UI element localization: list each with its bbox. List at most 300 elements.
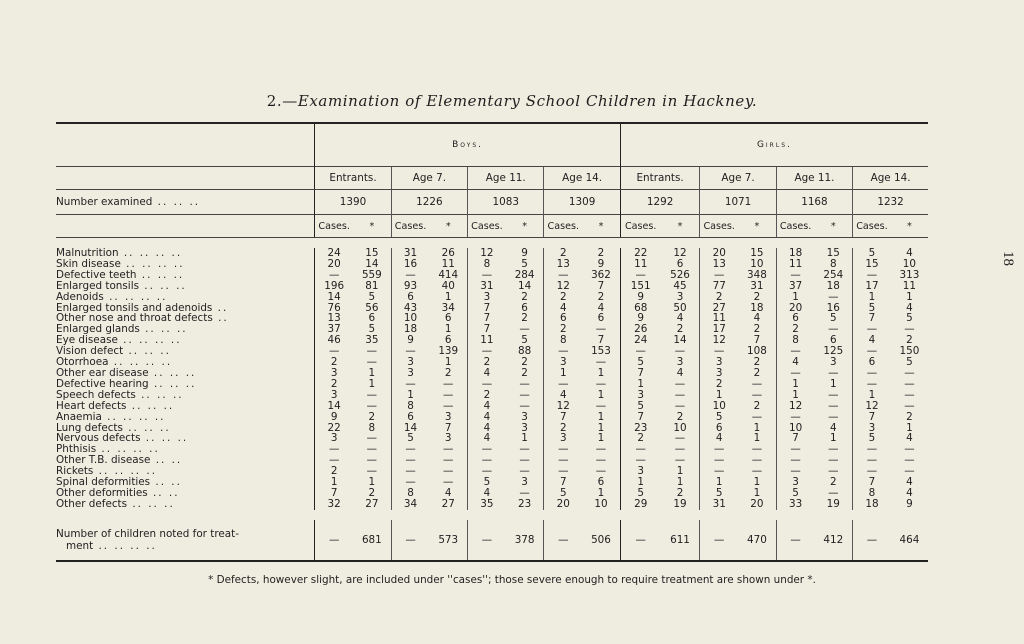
table-cell: 12 (544, 281, 582, 292)
table-cell: — (468, 379, 506, 390)
table-cell: 2 (829, 477, 837, 488)
row-label-text: Skin disease (56, 258, 121, 270)
row-label-text: Other deformities (56, 487, 148, 499)
table-cell: 9 (391, 335, 429, 346)
row-label: Spinal deformities .. .. (56, 477, 182, 488)
table-cell: 5 (368, 291, 376, 303)
table-cell: 9 (315, 412, 353, 423)
table-cell: — (776, 412, 814, 423)
row-label: Number examined .. .. .. (56, 196, 201, 208)
table-cell: 76 (315, 303, 353, 314)
group-header-row (56, 124, 928, 167)
row-label: Other ear disease .. .. .. (56, 367, 197, 379)
total-cell: 464 (891, 520, 928, 561)
table-cell: 4 (906, 487, 913, 499)
row-label-text: Other defects (56, 498, 128, 510)
age-header: Age 14. (853, 167, 928, 190)
table-cell: 31 (468, 281, 506, 292)
table-cell: — (700, 444, 738, 455)
table-cell: 1 (753, 477, 761, 488)
table-cell: — (391, 346, 429, 357)
number-examined-row (56, 190, 928, 215)
row-label: Eye disease .. .. .. .. (56, 335, 182, 347)
severe-header: * (814, 215, 852, 238)
table-cell: — (700, 346, 738, 357)
table-cell: — (751, 389, 763, 401)
table-cell: 1 (700, 477, 738, 488)
row-label: Heart defects .. .. .. (56, 400, 175, 412)
table-cell: 1 (368, 367, 376, 379)
table-cell: 32 (315, 499, 353, 510)
table-cell: 3 (620, 390, 660, 401)
table-cell: 34 (441, 302, 455, 314)
table-cell: 8 (391, 401, 429, 412)
table-cell: 26 (620, 324, 660, 335)
table-cell: — (366, 346, 378, 358)
table-cell: 17 (700, 324, 738, 335)
table-cell: — (904, 378, 915, 390)
table-cell: 7 (853, 412, 891, 423)
row-label-text: Phthisis (56, 444, 97, 456)
table-cell: — (366, 466, 378, 478)
table-cell: 3 (315, 390, 353, 401)
table-cell: 1 (444, 324, 452, 336)
table-cell: — (519, 324, 530, 336)
table-cell: — (443, 477, 454, 488)
age-header: Age 11. (468, 167, 544, 190)
table-cell: — (443, 466, 454, 478)
table-cell: — (776, 270, 814, 281)
table-row (56, 477, 928, 488)
table-row (56, 466, 928, 477)
table-cell: — (544, 444, 582, 455)
table-cell: — (853, 368, 891, 379)
row-label-text: Enlarged tonsils (56, 280, 139, 292)
table-cell: — (853, 466, 891, 477)
table-cell: 2 (700, 292, 738, 303)
table-cell: 3 (676, 357, 684, 368)
table-cell: 1 (676, 466, 684, 478)
total-cell: — (468, 520, 506, 561)
table-cell: 12 (544, 401, 582, 412)
table-row (56, 368, 928, 379)
cases-header: Cases. (776, 215, 814, 238)
table-cell: 3 (521, 477, 528, 488)
cases-header: Cases. (700, 215, 738, 238)
table-cell: 5 (776, 488, 814, 499)
table-row (56, 412, 928, 423)
total-cell: 681 (353, 520, 391, 561)
table-cell: 4 (853, 335, 891, 346)
table-cell: 2 (444, 367, 452, 379)
title-text: Examination of Elementary School Children in Hackney. (297, 92, 758, 110)
table-cell: — (853, 324, 891, 335)
table-cell: 11 (620, 259, 660, 270)
table-cell: 8 (829, 258, 837, 270)
table-cell: 8 (853, 488, 891, 499)
table-cell: 26 (441, 248, 455, 259)
table-cell: — (595, 378, 607, 390)
table-cell: 2 (315, 466, 353, 477)
number-examined-cell: 1168 (776, 190, 852, 215)
number-examined-cell: 1292 (620, 190, 700, 215)
table-cell: 2 (597, 248, 605, 259)
table-cell: 4 (468, 401, 506, 412)
table-cell: 196 (315, 281, 353, 292)
row-label-text: Malnutrition (56, 248, 119, 259)
table-cell: 18 (776, 248, 814, 259)
cases-header: Cases. (315, 215, 353, 238)
table-cell: 68 (620, 303, 660, 314)
table-cell: 4 (468, 368, 506, 379)
table-cell: — (315, 346, 353, 357)
table-cell: — (776, 368, 814, 379)
table-cell: 4 (676, 367, 684, 379)
table-cell: 1 (753, 422, 761, 434)
row-label: Enlarged glands .. .. .. (56, 324, 188, 336)
table-cell: — (904, 367, 915, 379)
table-cell: 5 (853, 433, 891, 444)
table-cell: 13 (544, 259, 582, 270)
table-cell: 2 (753, 291, 761, 303)
row-label-text: Enlarged glands (56, 324, 140, 336)
total-cell: — (700, 520, 738, 561)
table-cell: — (904, 389, 915, 401)
table-row (56, 292, 928, 303)
column-header-row (56, 215, 928, 238)
table-cell: 108 (746, 346, 767, 358)
table-cell: — (315, 444, 353, 455)
total-cell: 506 (582, 520, 620, 561)
table-cell: — (674, 455, 686, 467)
table-cell: 4 (906, 433, 913, 445)
table-cell: 14 (673, 335, 687, 347)
table-cell: 1 (597, 433, 605, 445)
table-cell: 7 (853, 313, 891, 324)
table-cell: — (751, 378, 763, 390)
row-label-text: Number examined (56, 196, 153, 208)
table-cell: — (828, 389, 839, 401)
table-cell: — (674, 400, 686, 412)
table-cell: 139 (438, 346, 459, 358)
table-cell: — (443, 455, 454, 467)
table-cell: 6 (391, 412, 429, 423)
table-cell: 43 (391, 303, 429, 314)
table-cell: 81 (365, 280, 379, 292)
table-cell: — (468, 270, 506, 281)
row-label: Phthisis .. .. .. .. (56, 444, 160, 456)
row-label-text: Lung defects (56, 422, 123, 434)
row-label-text: Anaemia (56, 411, 102, 423)
table-cell: — (544, 346, 582, 357)
table-cell: — (595, 455, 607, 467)
table-cell: — (904, 324, 915, 336)
row-label-text: Adenoids (56, 291, 104, 303)
table-cell: — (519, 487, 530, 499)
table-cell: — (595, 444, 607, 456)
table-cell: 5 (620, 488, 660, 499)
table-cell: 4 (906, 302, 913, 314)
table-cell: 1 (776, 390, 814, 401)
table-cell: 5 (853, 303, 891, 314)
table-cell: 9 (906, 498, 913, 510)
table-cell: 3 (853, 423, 891, 434)
table-cell: 2 (521, 291, 528, 303)
row-label-text: Nervous defects (56, 433, 141, 445)
row-label: Rickets .. .. .. .. (56, 466, 157, 478)
table-cell: 1 (597, 367, 605, 379)
table-cell: 4 (829, 422, 837, 434)
footnote: * Defects, however slight, are included under ''cases''; those severe enough to require treatment are shown under *. (208, 574, 816, 586)
table-cell: — (391, 466, 429, 477)
row-label: Anaemia .. .. .. .. (56, 411, 166, 423)
table-cell: 12 (468, 248, 506, 259)
table-cell: 1 (676, 477, 684, 488)
row-label-text: Vision defect (56, 346, 124, 358)
total-cell: 611 (661, 520, 700, 561)
table-cell: 11 (902, 280, 917, 292)
table-cell: 2 (753, 400, 761, 412)
table-row (56, 346, 928, 357)
table-cell: 18 (826, 280, 840, 292)
table-cell: 1 (391, 390, 429, 401)
group-header-boys: Boys. (315, 124, 621, 167)
table-cell: 9 (620, 292, 660, 303)
table-cell: 2 (521, 367, 528, 379)
table-cell: — (315, 455, 353, 466)
table-cell: 11 (776, 259, 814, 270)
table-cell: 3 (444, 411, 452, 423)
total-label-line1: Number of children noted for treat- (56, 527, 239, 540)
table-cell: — (776, 455, 814, 466)
row-label: Lung defects .. .. .. (56, 422, 171, 434)
table-cell: — (468, 346, 506, 357)
table-cell: 3 (391, 368, 429, 379)
row-label-text: Eye disease (56, 335, 118, 347)
table-cell: 2 (676, 324, 684, 336)
table-cell: — (751, 444, 763, 456)
table-row (56, 303, 928, 314)
total-cell: — (544, 520, 582, 561)
severe-header: * (582, 215, 620, 238)
table-cell: 29 (620, 499, 660, 510)
table-cell: 19 (826, 498, 840, 510)
table-cell: 17 (853, 281, 891, 292)
row-label: Other T.B. disease .. .. (56, 455, 183, 467)
age-header: Age 11. (776, 167, 852, 190)
table-row (56, 248, 928, 259)
table-cell: 45 (673, 280, 687, 292)
table-cell: 5 (521, 335, 528, 347)
page-number: 18 (1000, 251, 1016, 266)
table-cell: 4 (468, 423, 506, 434)
table-title (0, 92, 1024, 110)
table-cell: 5 (391, 433, 429, 444)
table-cell: — (853, 379, 891, 390)
table-cell: 8 (544, 335, 582, 346)
table-cell: 15 (826, 248, 840, 259)
severe-header: * (891, 215, 928, 238)
table-cell: 4 (676, 313, 684, 325)
table-cell: 93 (391, 281, 429, 292)
table-cell: — (904, 444, 915, 456)
table-row (56, 281, 928, 292)
table-cell: 5 (853, 248, 891, 259)
table-cell: — (828, 444, 839, 456)
table-cell: 31 (391, 248, 429, 259)
row-label: Other nose and throat defects .. (56, 313, 229, 325)
number-examined-cell: 1071 (700, 190, 776, 215)
table-cell: — (544, 379, 582, 390)
table-cell: 1 (620, 477, 660, 488)
table-row (56, 259, 928, 270)
table-cell: 2 (676, 487, 684, 499)
table-cell: 5 (700, 412, 738, 423)
table-cell: 88 (517, 346, 532, 358)
table-cell: — (391, 455, 429, 466)
table-cell: 7 (315, 488, 353, 499)
table-cell: — (904, 400, 915, 412)
table-cell: 2 (906, 335, 913, 347)
table-cell: 10 (594, 498, 608, 510)
table-cell: 1 (444, 357, 452, 368)
table-row (56, 335, 928, 346)
table-cell: 37 (315, 324, 353, 335)
table-cell: — (620, 444, 660, 455)
age-header: Entrants. (620, 167, 700, 190)
table-cell: 27 (365, 498, 379, 510)
table-cell: 6 (700, 423, 738, 434)
table-cell: — (853, 444, 891, 455)
table-cell: 20 (544, 499, 582, 510)
row-label: Defective teeth .. .. .. (56, 269, 185, 281)
table-cell: 5 (620, 401, 660, 412)
table-cell: — (828, 367, 839, 379)
total-cell: — (391, 520, 429, 561)
table-cell: 14 (391, 423, 429, 434)
table-cell: 12 (776, 401, 814, 412)
table-cell: 3 (620, 466, 660, 477)
table-cell: 22 (315, 423, 353, 434)
cases-header: Cases. (544, 215, 582, 238)
table-cell: 3 (544, 433, 582, 444)
table-cell: — (544, 466, 582, 477)
table-cell: 7 (544, 477, 582, 488)
table-cell: 34 (391, 499, 429, 510)
table-cell: — (828, 466, 839, 478)
table-cell: 7 (620, 368, 660, 379)
table-cell: 348 (746, 269, 767, 281)
table-row (56, 313, 928, 324)
table-cell: 151 (620, 281, 660, 292)
table-cell: 5 (906, 357, 913, 368)
cases-header: Cases. (391, 215, 429, 238)
table-cell: 2 (521, 313, 528, 325)
table-cell: 5 (521, 258, 528, 270)
table-cell: 27 (441, 498, 455, 510)
number-examined-cell: 1390 (315, 190, 391, 215)
table-cell: — (620, 270, 660, 281)
table-cell: — (751, 455, 763, 467)
table-cell: — (700, 455, 738, 466)
table-cell: 3 (676, 291, 684, 303)
table-cell: 1 (597, 411, 605, 423)
table-row (56, 270, 928, 281)
table-cell: 5 (829, 313, 837, 325)
table-cell: 362 (591, 269, 611, 281)
table-cell: — (595, 466, 607, 478)
table-row (56, 488, 928, 499)
table-cell: 2 (597, 291, 605, 303)
table-cell: 15 (750, 248, 764, 259)
table-cell: 1 (753, 487, 761, 499)
table-cell: 23 (620, 423, 660, 434)
table-cell: 9 (620, 313, 660, 324)
table-cell: 10 (391, 313, 429, 324)
row-label: Number of children noted for treat- ment .. .. .. .. (56, 520, 315, 561)
table-cell: 7 (776, 433, 814, 444)
table-cell: 4 (597, 302, 605, 314)
table-cell: 2 (620, 433, 660, 444)
table-cell: 2 (315, 379, 353, 390)
table-cell: 4 (753, 313, 761, 325)
table-cell: 5 (368, 324, 376, 336)
group-header-girls: Girls. (620, 124, 928, 167)
table-cell: 16 (391, 259, 429, 270)
table-cell: 1 (776, 379, 814, 390)
table-cell: 4 (700, 433, 738, 444)
table-cell: 1 (315, 477, 353, 488)
table-cell: 6 (597, 477, 605, 488)
table-cell: 6 (444, 313, 452, 325)
table-cell: 3 (700, 368, 738, 379)
table-cell: 56 (365, 302, 379, 314)
treatment-total-row (56, 520, 928, 561)
table-cell: — (391, 444, 429, 455)
table-cell: — (366, 400, 378, 412)
row-label: Adenoids .. .. .. .. (56, 291, 168, 303)
table-cell: 7 (597, 335, 605, 347)
table-cell: 153 (591, 346, 611, 358)
table-cell: — (853, 455, 891, 466)
table-cell: — (776, 466, 814, 477)
table-cell: 31 (700, 499, 738, 510)
table-cell: 4 (468, 433, 506, 444)
table-cell: 4 (444, 487, 452, 499)
table-cell: 40 (441, 280, 455, 292)
table-cell: 1 (776, 292, 814, 303)
table-cell: — (828, 411, 839, 423)
table-cell: 4 (544, 390, 582, 401)
age-header: Age 7. (700, 167, 776, 190)
table-cell: 3 (315, 368, 353, 379)
severe-header: * (506, 215, 544, 238)
table-cell: 15 (853, 259, 891, 270)
table-cell: 11 (468, 335, 506, 346)
table-row (56, 455, 928, 466)
row-label: Defective hearing .. .. .. (56, 378, 197, 390)
table-cell: 7 (544, 412, 582, 423)
table-cell: — (391, 379, 429, 390)
row-label: Nervous defects .. .. .. (56, 433, 189, 445)
table-cell: 16 (826, 302, 840, 314)
age-header: Age 7. (391, 167, 467, 190)
table-cell: 14 (315, 292, 353, 303)
row-label-text: Other T.B. disease (56, 455, 151, 467)
table-cell: 1 (829, 433, 837, 445)
table-cell: 3 (521, 411, 528, 423)
total-cell: — (620, 520, 660, 561)
